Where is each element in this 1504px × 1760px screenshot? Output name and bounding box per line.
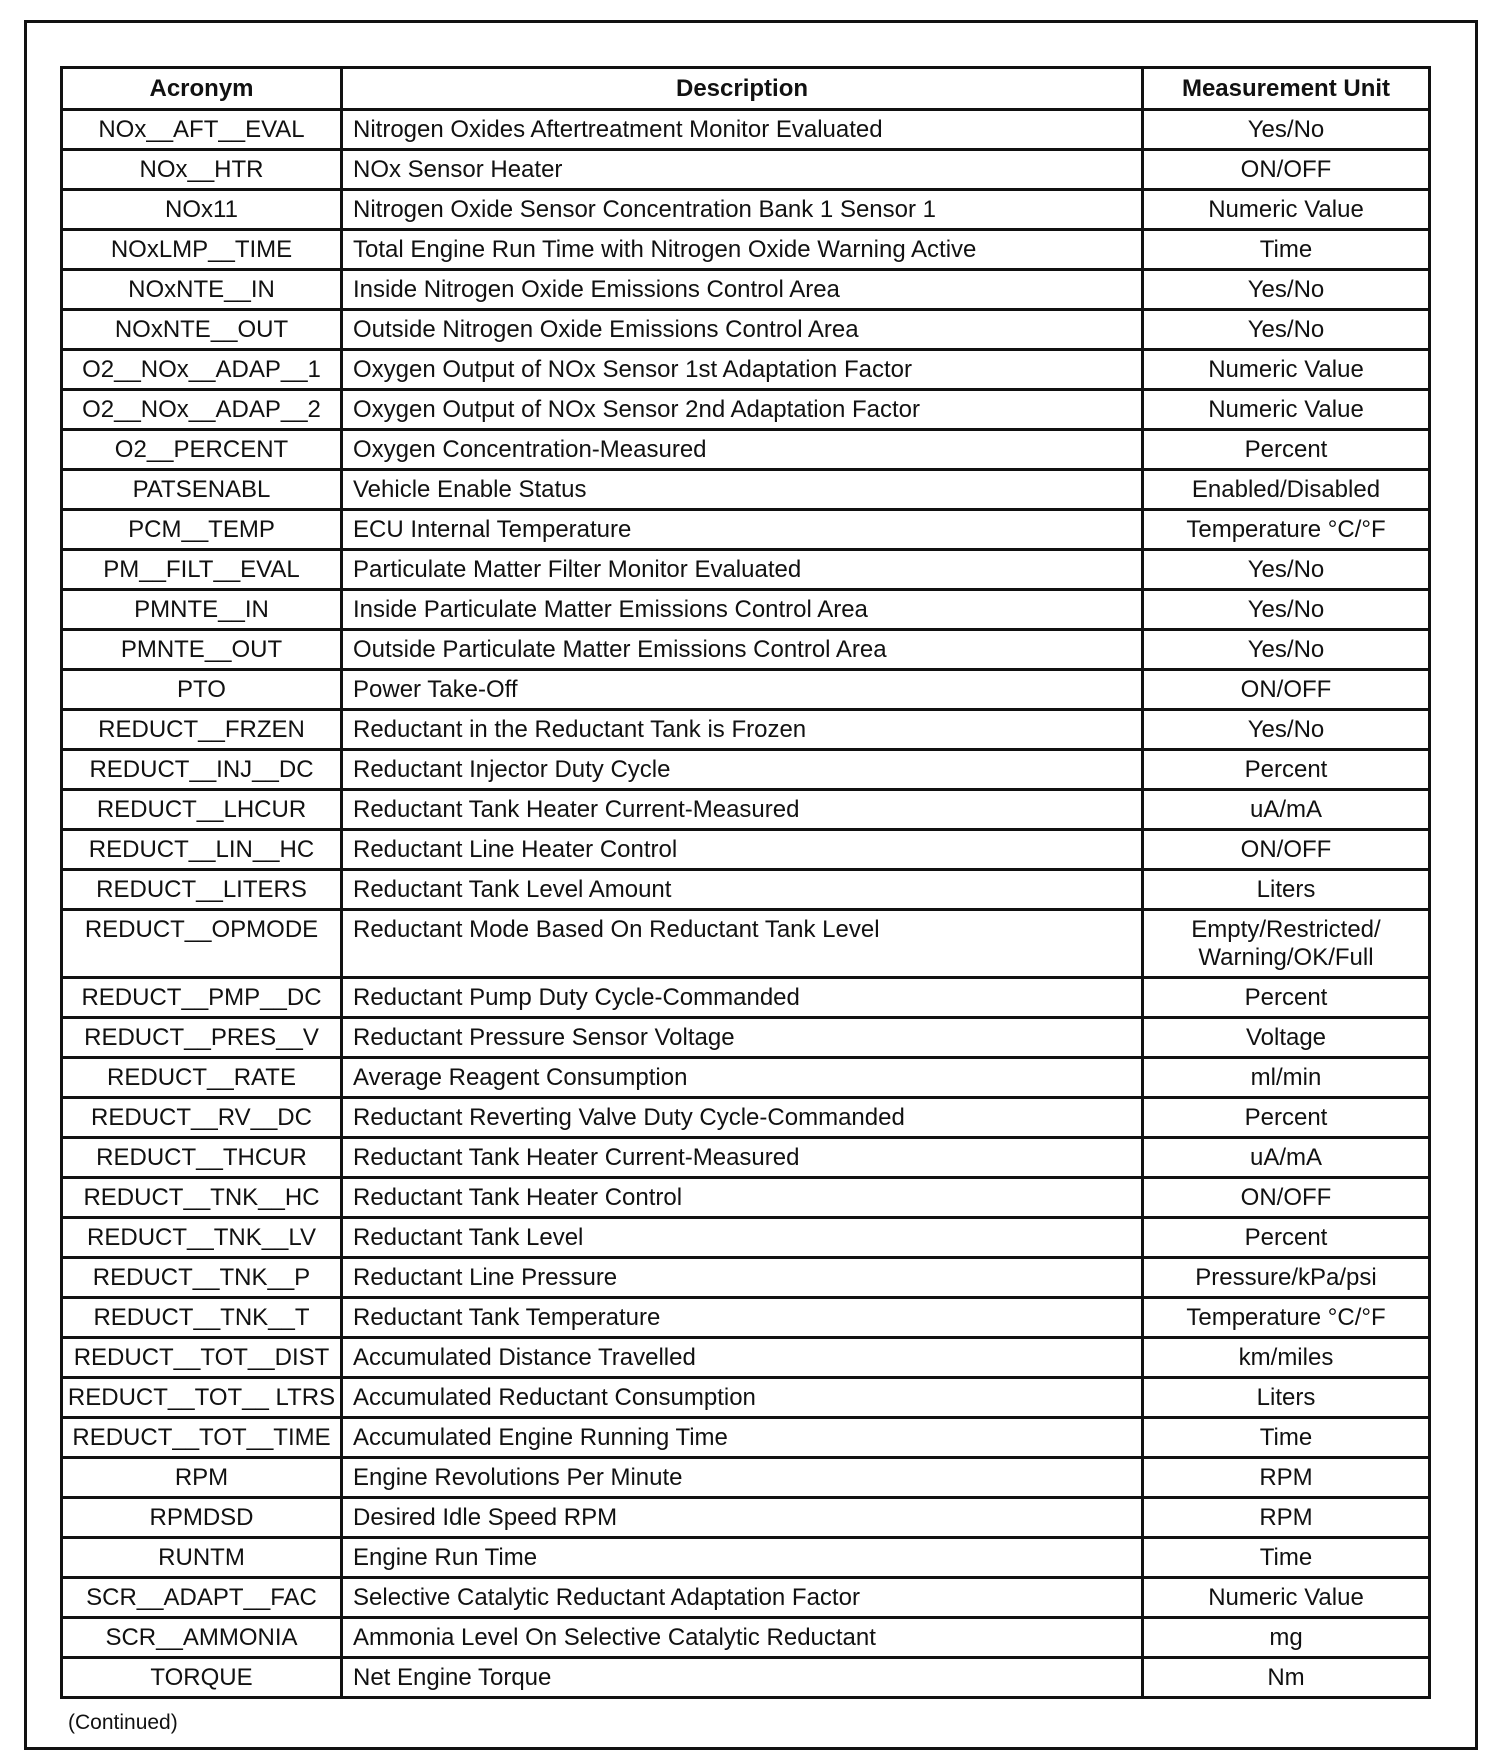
description-cell: Inside Nitrogen Oxide Emissions Control Area	[342, 270, 1143, 310]
acronym-cell: SCR__AMMONIA	[62, 1618, 342, 1658]
acronym-cell: REDUCT__RV__DC	[62, 1098, 342, 1138]
table-row	[62, 830, 1430, 870]
description-cell: Engine Run Time	[342, 1538, 1143, 1578]
table-header-row	[62, 68, 1430, 110]
table-row	[62, 1578, 1430, 1618]
acronym-cell: O2__PERCENT	[62, 430, 342, 470]
table-row	[62, 1418, 1430, 1458]
acronym-cell: PTO	[62, 670, 342, 710]
acronym-cell: SCR__ADAPT__FAC	[62, 1578, 342, 1618]
measurement-unit-cell: Time	[1143, 1418, 1430, 1458]
acronym-cell: REDUCT__PRES__V	[62, 1018, 342, 1058]
continued-note: (Continued)	[68, 1711, 178, 1734]
acronym-table	[60, 66, 1431, 1699]
header-description: Description	[342, 68, 1143, 110]
description-cell: Nitrogen Oxides Aftertreatment Monitor Evaluated	[342, 110, 1143, 150]
description-cell: Accumulated Distance Travelled	[342, 1338, 1143, 1378]
measurement-unit-cell: Yes/No	[1143, 270, 1430, 310]
measurement-unit-cell: Percent	[1143, 750, 1430, 790]
acronym-cell: REDUCT__TOT__ LTRS	[62, 1378, 342, 1418]
table-row	[62, 710, 1430, 750]
table-row	[62, 1298, 1430, 1338]
table-row	[62, 1058, 1430, 1098]
description-cell: NOx Sensor Heater	[342, 150, 1143, 190]
measurement-unit-cell: Percent	[1143, 1098, 1430, 1138]
header-measurement-unit: Measurement Unit	[1143, 68, 1430, 110]
measurement-unit-cell: Voltage	[1143, 1018, 1430, 1058]
measurement-unit-cell: RPM	[1143, 1498, 1430, 1538]
description-cell: Nitrogen Oxide Sensor Concentration Bank 1 Sensor 1	[342, 190, 1143, 230]
acronym-cell: NOxNTE__IN	[62, 270, 342, 310]
acronym-table-container	[60, 66, 1428, 1699]
measurement-unit-cell: Temperature °C/°F	[1143, 1298, 1430, 1338]
description-cell: Reductant Line Pressure	[342, 1258, 1143, 1298]
measurement-unit-cell: Yes/No	[1143, 710, 1430, 750]
acronym-cell: REDUCT__RATE	[62, 1058, 342, 1098]
description-cell: Reductant Injector Duty Cycle	[342, 750, 1143, 790]
description-cell: Oxygen Concentration-Measured	[342, 430, 1143, 470]
description-cell: Reductant Tank Heater Current-Measured	[342, 1138, 1143, 1178]
acronym-cell: NOx11	[62, 190, 342, 230]
acronym-cell: NOxNTE__OUT	[62, 310, 342, 350]
measurement-unit-cell: Temperature °C/°F	[1143, 510, 1430, 550]
measurement-unit-cell: uA/mA	[1143, 1138, 1430, 1178]
acronym-cell: REDUCT__LHCUR	[62, 790, 342, 830]
table-row	[62, 470, 1430, 510]
table-row	[62, 1378, 1430, 1418]
measurement-unit-cell: Numeric Value	[1143, 390, 1430, 430]
measurement-unit-cell: Nm	[1143, 1658, 1430, 1698]
table-row	[62, 550, 1430, 590]
measurement-unit-cell: uA/mA	[1143, 790, 1430, 830]
measurement-unit-cell: km/miles	[1143, 1338, 1430, 1378]
measurement-unit-cell: Enabled/Disabled	[1143, 470, 1430, 510]
table-row	[62, 230, 1430, 270]
description-cell: Particulate Matter Filter Monitor Evaluated	[342, 550, 1143, 590]
measurement-unit-cell: mg	[1143, 1618, 1430, 1658]
description-cell: Ammonia Level On Selective Catalytic Reductant	[342, 1618, 1143, 1658]
measurement-unit-cell: Pressure/kPa/psi	[1143, 1258, 1430, 1298]
measurement-unit-cell: Yes/No	[1143, 630, 1430, 670]
header-acronym: Acronym	[62, 68, 342, 110]
acronym-cell: REDUCT__TNK__P	[62, 1258, 342, 1298]
table-row	[62, 630, 1430, 670]
table-body	[62, 110, 1430, 1698]
table-row	[62, 590, 1430, 630]
description-cell: Accumulated Engine Running Time	[342, 1418, 1143, 1458]
description-cell: Engine Revolutions Per Minute	[342, 1458, 1143, 1498]
table-row	[62, 1098, 1430, 1138]
measurement-unit-cell: Numeric Value	[1143, 350, 1430, 390]
acronym-cell: PATSENABL	[62, 470, 342, 510]
acronym-cell: REDUCT__THCUR	[62, 1138, 342, 1178]
table-row	[62, 190, 1430, 230]
table-row	[62, 750, 1430, 790]
table-row	[62, 350, 1430, 390]
table-row	[62, 1218, 1430, 1258]
description-cell: Power Take-Off	[342, 670, 1143, 710]
acronym-cell: PCM__TEMP	[62, 510, 342, 550]
acronym-cell: O2__NOx__ADAP__2	[62, 390, 342, 430]
table-row	[62, 1658, 1430, 1698]
description-cell: Outside Nitrogen Oxide Emissions Control Area	[342, 310, 1143, 350]
table-row	[62, 310, 1430, 350]
table-row	[62, 390, 1430, 430]
measurement-unit-cell: Percent	[1143, 430, 1430, 470]
description-cell: Desired Idle Speed RPM	[342, 1498, 1143, 1538]
description-cell: Selective Catalytic Reductant Adaptation Factor	[342, 1578, 1143, 1618]
acronym-cell: REDUCT__TNK__T	[62, 1298, 342, 1338]
description-cell: Reductant Tank Level	[342, 1218, 1143, 1258]
acronym-cell: RPM	[62, 1458, 342, 1498]
acronym-cell: TORQUE	[62, 1658, 342, 1698]
acronym-cell: REDUCT__PMP__DC	[62, 978, 342, 1018]
table-row	[62, 1338, 1430, 1378]
table-row	[62, 430, 1430, 470]
measurement-unit-cell: Time	[1143, 230, 1430, 270]
description-cell: Reductant Tank Heater Current-Measured	[342, 790, 1143, 830]
description-cell: Reductant Tank Heater Control	[342, 1178, 1143, 1218]
table-row	[62, 1458, 1430, 1498]
acronym-cell: NOx__HTR	[62, 150, 342, 190]
description-cell: Reductant Line Heater Control	[342, 830, 1143, 870]
table-row	[62, 978, 1430, 1018]
description-cell: Reductant in the Reductant Tank is Frozen	[342, 710, 1143, 750]
table-row	[62, 1138, 1430, 1178]
description-cell: Reductant Pressure Sensor Voltage	[342, 1018, 1143, 1058]
description-cell: Reductant Pump Duty Cycle-Commanded	[342, 978, 1143, 1018]
measurement-unit-cell: Time	[1143, 1538, 1430, 1578]
table-row	[62, 1498, 1430, 1538]
acronym-cell: NOxLMP__TIME	[62, 230, 342, 270]
measurement-unit-cell: Yes/No	[1143, 310, 1430, 350]
measurement-unit-cell: Empty/Restricted/ Warning/OK/Full	[1143, 910, 1430, 978]
description-cell: Reductant Mode Based On Reductant Tank Level	[342, 910, 1143, 978]
table-row	[62, 1538, 1430, 1578]
description-cell: Outside Particulate Matter Emissions Control Area	[342, 630, 1143, 670]
acronym-cell: PMNTE__IN	[62, 590, 342, 630]
description-cell: Net Engine Torque	[342, 1658, 1143, 1698]
measurement-unit-cell: Yes/No	[1143, 550, 1430, 590]
table-row	[62, 790, 1430, 830]
measurement-unit-cell: ON/OFF	[1143, 150, 1430, 190]
measurement-unit-cell: Numeric Value	[1143, 1578, 1430, 1618]
table-row	[62, 1018, 1430, 1058]
description-cell: Total Engine Run Time with Nitrogen Oxide Warning Active	[342, 230, 1143, 270]
measurement-unit-cell: Percent	[1143, 1218, 1430, 1258]
measurement-unit-cell: Percent	[1143, 978, 1430, 1018]
acronym-cell: REDUCT__TOT__TIME	[62, 1418, 342, 1458]
measurement-unit-cell: Numeric Value	[1143, 190, 1430, 230]
acronym-cell: REDUCT__INJ__DC	[62, 750, 342, 790]
description-cell: ECU Internal Temperature	[342, 510, 1143, 550]
acronym-cell: NOx__AFT__EVAL	[62, 110, 342, 150]
measurement-unit-cell: ON/OFF	[1143, 830, 1430, 870]
description-cell: Oxygen Output of NOx Sensor 1st Adaptation Factor	[342, 350, 1143, 390]
description-cell: Oxygen Output of NOx Sensor 2nd Adaptation Factor	[342, 390, 1143, 430]
acronym-cell: REDUCT__TNK__LV	[62, 1218, 342, 1258]
table-row	[62, 1178, 1430, 1218]
description-cell: Average Reagent Consumption	[342, 1058, 1143, 1098]
measurement-unit-cell: Liters	[1143, 1378, 1430, 1418]
table-row	[62, 270, 1430, 310]
acronym-cell: REDUCT__FRZEN	[62, 710, 342, 750]
measurement-unit-cell: Yes/No	[1143, 590, 1430, 630]
acronym-cell: PMNTE__OUT	[62, 630, 342, 670]
measurement-unit-cell: Yes/No	[1143, 110, 1430, 150]
acronym-cell: REDUCT__TNK__HC	[62, 1178, 342, 1218]
description-cell: Accumulated Reductant Consumption	[342, 1378, 1143, 1418]
acronym-cell: REDUCT__TOT__DIST	[62, 1338, 342, 1378]
table-row	[62, 150, 1430, 190]
description-cell: Reductant Tank Temperature	[342, 1298, 1143, 1338]
acronym-cell: REDUCT__LITERS	[62, 870, 342, 910]
acronym-cell: RPMDSD	[62, 1498, 342, 1538]
table-row	[62, 910, 1430, 978]
table-row	[62, 1258, 1430, 1298]
measurement-unit-cell: ON/OFF	[1143, 670, 1430, 710]
description-cell: Inside Particulate Matter Emissions Control Area	[342, 590, 1143, 630]
acronym-cell: RUNTM	[62, 1538, 342, 1578]
measurement-unit-cell: Liters	[1143, 870, 1430, 910]
measurement-unit-cell: ON/OFF	[1143, 1178, 1430, 1218]
table-row	[62, 870, 1430, 910]
acronym-cell: O2__NOx__ADAP__1	[62, 350, 342, 390]
table-row	[62, 510, 1430, 550]
table-row	[62, 110, 1430, 150]
measurement-unit-cell: ml/min	[1143, 1058, 1430, 1098]
table-row	[62, 1618, 1430, 1658]
acronym-cell: REDUCT__LIN__HC	[62, 830, 342, 870]
acronym-cell: REDUCT__OPMODE	[62, 910, 342, 978]
measurement-unit-cell: RPM	[1143, 1458, 1430, 1498]
table-row	[62, 670, 1430, 710]
description-cell: Reductant Reverting Valve Duty Cycle-Commanded	[342, 1098, 1143, 1138]
acronym-cell: PM__FILT__EVAL	[62, 550, 342, 590]
description-cell: Vehicle Enable Status	[342, 470, 1143, 510]
description-cell: Reductant Tank Level Amount	[342, 870, 1143, 910]
